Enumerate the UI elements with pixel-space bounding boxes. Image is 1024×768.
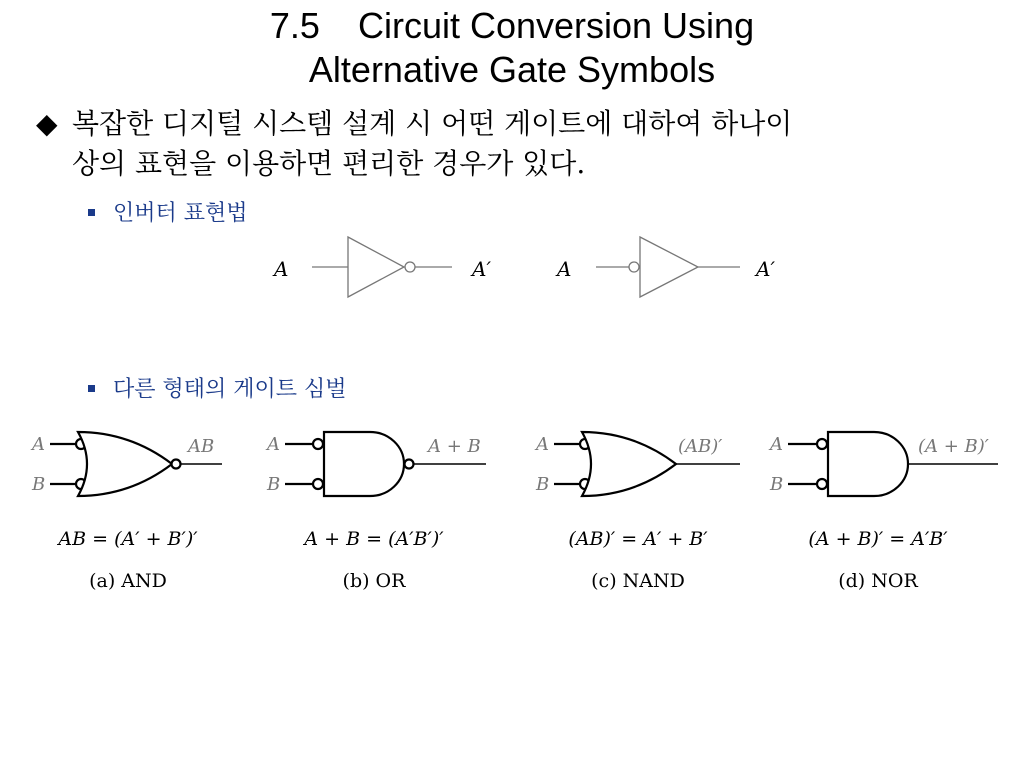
inverter2-input-label: A	[557, 257, 572, 281]
gate-d-output-label: (A + B)′	[918, 436, 989, 457]
gate-b-equation: A + B = (A′B′)′	[304, 528, 444, 550]
gate-c-output-label: (AB)′	[678, 436, 723, 457]
sub-bullet-inverter-label: 인버터 표현법	[113, 201, 248, 226]
inverter-input-bubble-symbol	[596, 237, 740, 297]
gate-b-output-label: A + B	[428, 436, 481, 457]
gate-b-input-a-label: A	[267, 434, 280, 455]
gate-d-equation: (A + B)′ = A′B′	[808, 528, 948, 550]
gate-d-input-a-label: A	[770, 434, 783, 455]
section-number: 7.5	[269, 5, 320, 46]
gate-a-caption: (a) AND	[89, 570, 167, 592]
inverter1-output-label: A′	[472, 257, 491, 281]
diamond-bullet-icon: ◆	[36, 107, 58, 140]
gate-c-input-a-label: A	[536, 434, 549, 455]
gate-d-input-b-label: B	[770, 474, 784, 495]
sub-bullet-gates-label: 다른 형태의 게이트 심벌	[113, 377, 347, 402]
main-bullet-line2: 상의 표현을 이용하면 편리한 경우가 있다.	[72, 147, 586, 180]
gate-c-equation: (AB)′ = A′ + B′	[568, 528, 708, 550]
title-line2: Alternative Gate Symbols	[308, 49, 716, 90]
title-line1: Circuit Conversion Using	[357, 5, 755, 46]
gate-a-input-b-label: B	[32, 474, 46, 495]
gate-b-caption: (b) OR	[342, 570, 406, 592]
inverter2-output-label: A′	[756, 257, 775, 281]
gate-c-caption: (c) NAND	[591, 570, 685, 592]
main-bullet-line1: 복잡한 디지털 시스템 설계 시 어떤 게이트에 대하여 하나이	[72, 107, 793, 140]
gate-c-input-b-label: B	[536, 474, 550, 495]
inverter1-input-label: A	[274, 257, 289, 281]
gate-a-output-label: AB	[188, 436, 215, 457]
inverter-output-bubble-symbol	[312, 237, 452, 297]
gate-a-equation: AB = (A′ + B′)′	[58, 528, 198, 550]
gate-d-caption: (d) NOR	[838, 570, 918, 592]
gate-b-input-b-label: B	[267, 474, 281, 495]
gate-a-input-a-label: A	[32, 434, 45, 455]
